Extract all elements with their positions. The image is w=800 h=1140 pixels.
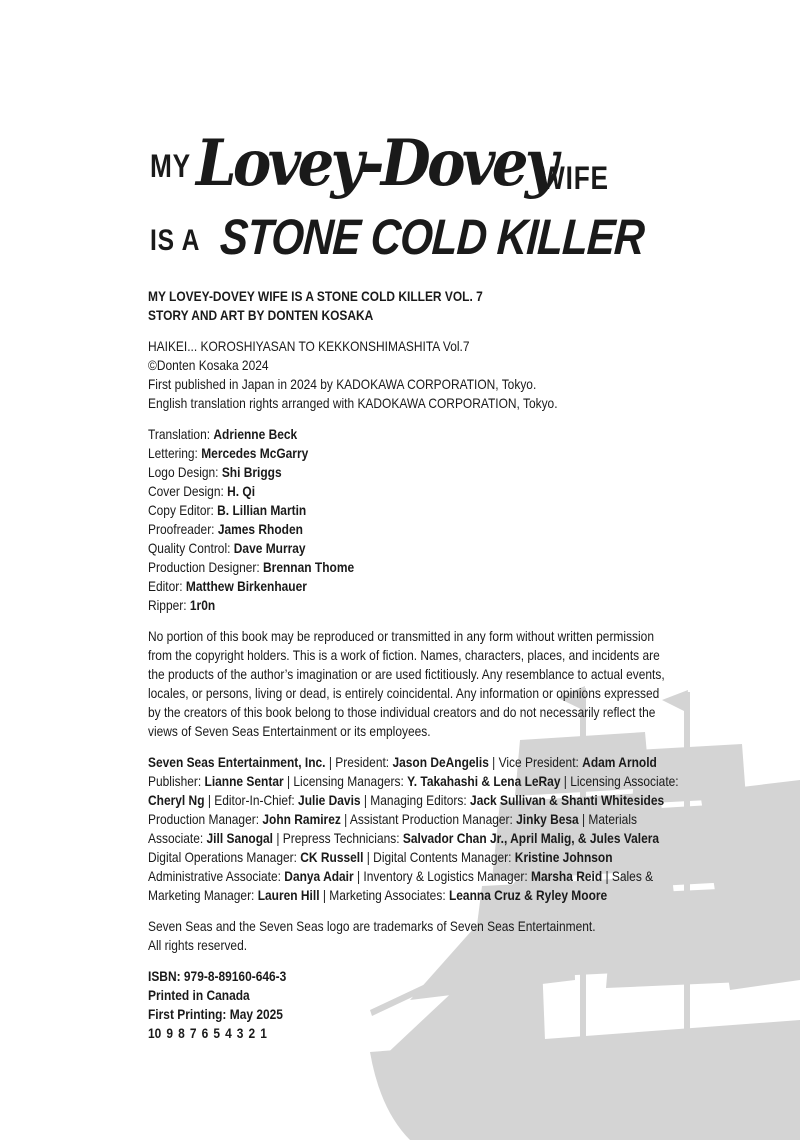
credit-line	[148, 425, 653, 444]
logo-stone-cold-killer: STONE COLD KILLER	[218, 209, 646, 265]
rights-reserved: All rights reserved.	[148, 938, 248, 953]
staff-name: Lauren Hill	[257, 888, 320, 903]
staff-name: John Ramirez	[262, 812, 341, 827]
credit-line	[148, 444, 653, 463]
staff-name: Danya Adair	[284, 869, 354, 884]
credit-name: James Rhoden	[217, 522, 303, 537]
disclaimer-line: No portion of this book may be reproduced or transmitted in any form without written permission	[148, 629, 654, 644]
staff-role: | Assistant Production Manager:	[340, 812, 517, 827]
credits-list	[148, 425, 653, 615]
staff-role: | Licensing Managers:	[283, 774, 408, 789]
staff-name: Salvador Chan Jr., April Malig, & Jules Valera	[402, 831, 660, 846]
staff-name: Seven Seas Entertainment, Inc.	[148, 755, 326, 770]
staff-role: | Licensing Associate:	[560, 774, 679, 789]
legal-disclaimer	[148, 627, 665, 741]
copyright-page-content	[148, 287, 679, 1055]
credit-role: Production Designer:	[148, 560, 260, 575]
staff-role: | Vice President:	[488, 755, 583, 770]
book-title: MY LOVEY-DOVEY WIFE IS A STONE COLD KILLER VOL. 7	[148, 289, 483, 304]
staff-role: | Inventory & Logistics Manager:	[353, 869, 531, 884]
printed-in: Printed in Canada	[148, 988, 250, 1003]
staff-role: Associate:	[148, 831, 207, 846]
staff-name: Leanna Cruz & Ryley Moore	[448, 888, 608, 903]
staff-role: Marketing Manager:	[148, 888, 258, 903]
staff-name: Jason DeAngelis	[392, 755, 489, 770]
staff-line	[148, 867, 653, 886]
first-published: First published in Japan in 2024 by KADOKAWA CORPORATION, Tokyo.	[148, 377, 537, 392]
printing-number-line: 10 9 8 7 6 5 4 3 2 1	[148, 1026, 267, 1041]
staff-line	[148, 753, 657, 772]
logo-my: MY	[150, 148, 191, 184]
credit-role: Copy Editor:	[148, 503, 214, 518]
credit-name: Brennan Thome	[263, 560, 355, 575]
translation-rights: English translation rights arranged with KADOKAWA CORPORATION, Tokyo.	[148, 396, 558, 411]
credit-role: Cover Design:	[148, 484, 224, 499]
staff-role: | President:	[325, 755, 393, 770]
credit-line	[148, 577, 653, 596]
credit-role: Logo Design:	[148, 465, 219, 480]
credit-role: Ripper:	[148, 598, 187, 613]
disclaimer-line: locales, or persons, living or dead, is entirely coincidental. Any information or opinions expressed	[148, 686, 660, 701]
staff-line	[148, 829, 660, 848]
credit-name: Mercedes McGarry	[201, 446, 309, 461]
credit-line	[148, 482, 653, 501]
logo-wife: WIFE	[540, 160, 609, 196]
credit-name: Shi Briggs	[221, 465, 282, 480]
staff-role: | Editor-In-Chief:	[204, 793, 299, 808]
isbn: ISBN: 979-8-89160-646-3	[148, 969, 287, 984]
credit-line	[148, 539, 653, 558]
original-title: HAIKEI... KOROSHIYASAN TO KEKKONSHIMASHITA Vol.7	[148, 339, 470, 354]
staff-line	[148, 810, 653, 829]
credit-name: B. Lillian Martin	[217, 503, 307, 518]
disclaimer-line: the products of the author’s imagination or are used fictitiously. Any resemblance to actual events,	[148, 667, 665, 682]
staff-name: Kristine Johnson	[514, 850, 613, 865]
credit-role: Proofreader:	[148, 522, 215, 537]
credit-name: Adrienne Beck	[213, 427, 298, 442]
credit-name: H. Qi	[227, 484, 256, 499]
credit-name: Matthew Birkenhauer	[185, 579, 307, 594]
credit-role: Quality Control:	[148, 541, 231, 556]
first-printing: First Printing: May 2025	[148, 1007, 283, 1022]
staff-name: Marsha Reid	[530, 869, 603, 884]
staff-role: Administrative Associate:	[148, 869, 285, 884]
staff-name: Jill Sanogal	[206, 831, 274, 846]
staff-line	[148, 848, 653, 867]
staff-role: | Prepress Technicians:	[273, 831, 403, 846]
staff-role: Production Manager:	[148, 812, 263, 827]
credit-role: Lettering:	[148, 446, 198, 461]
staff-name: Julie Davis	[298, 793, 361, 808]
staff-line	[148, 772, 679, 791]
staff-name: Jack Sullivan & Shanti Whitesides	[470, 793, 665, 808]
print-info	[148, 967, 653, 1043]
original-publication-info	[148, 337, 653, 413]
byline: STORY AND ART BY DONTEN KOSAKA	[148, 308, 374, 323]
staff-role: | Materials	[578, 812, 637, 827]
staff-name: Jinky Besa	[516, 812, 579, 827]
staff-name: Lianne Sentar	[204, 774, 284, 789]
credit-role: Translation:	[148, 427, 211, 442]
staff-role: | Marketing Associates:	[319, 888, 449, 903]
logo-is-a: IS A	[150, 224, 201, 257]
staff-name: Cheryl Ng	[148, 793, 205, 808]
credit-name: Dave Murray	[233, 541, 306, 556]
publisher-staff-list	[148, 753, 679, 905]
staff-role: | Managing Editors:	[360, 793, 471, 808]
credit-line	[148, 520, 653, 539]
staff-name: Adam Arnold	[582, 755, 657, 770]
disclaimer-line: by the creators of this book belong to those individual creators and do not necessarily reflect the	[148, 705, 656, 720]
credit-line	[148, 596, 653, 615]
title-block	[148, 287, 653, 325]
credit-line	[148, 558, 653, 577]
logo-lovey-dovey: Lovey-Dovey	[196, 126, 555, 201]
series-logo	[148, 120, 646, 280]
staff-role: | Sales &	[602, 869, 654, 884]
staff-name: CK Russell	[300, 850, 364, 865]
copyright-notice: ©Donten Kosaka 2024	[148, 358, 269, 373]
staff-role: Publisher:	[148, 774, 205, 789]
staff-role: | Digital Contents Manager:	[363, 850, 515, 865]
staff-role: Digital Operations Manager:	[148, 850, 301, 865]
staff-name: Y. Takahashi & Lena LeRay	[407, 774, 561, 789]
disclaimer-line: views of Seven Seas Entertainment or its employees.	[148, 724, 431, 739]
trademark-line: Seven Seas and the Seven Seas logo are trademarks of Seven Seas Entertainment.	[148, 919, 596, 934]
credit-name: 1r0n	[189, 598, 216, 613]
staff-line	[148, 791, 665, 810]
staff-line	[148, 886, 653, 905]
trademark-notice	[148, 917, 653, 955]
disclaimer-line: from the copyright holders. This is a work of fiction. Names, characters, places, and incidents are	[148, 648, 660, 663]
credit-line	[148, 463, 653, 482]
credit-line	[148, 501, 653, 520]
credit-role: Editor:	[148, 579, 183, 594]
